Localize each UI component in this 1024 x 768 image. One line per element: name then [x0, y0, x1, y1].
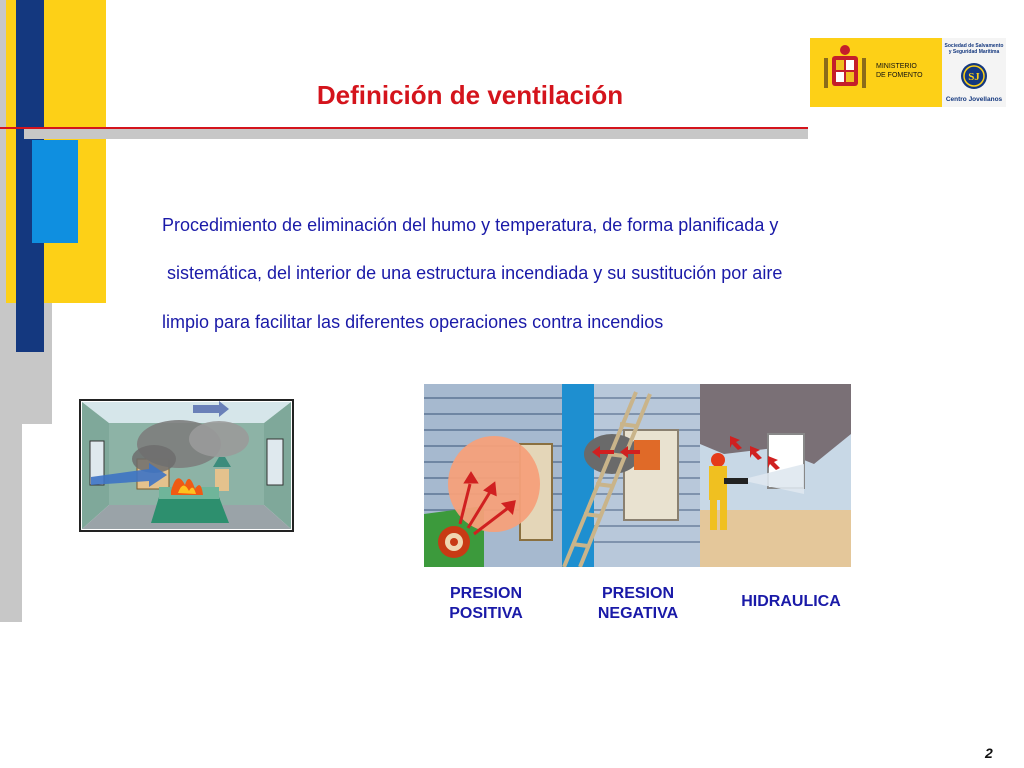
- ventilation-methods-illustration: [424, 384, 851, 567]
- label-positive-line1: PRESION: [449, 585, 522, 602]
- svg-text:Sociedad de Salvamento: Sociedad de Salvamento: [944, 43, 1004, 49]
- logo-graphic: [810, 38, 1006, 107]
- room-fire-illustration: [79, 399, 294, 532]
- label-positive-line2: POSITIVA: [449, 605, 523, 622]
- label-negative-line1: PRESION: [601, 585, 674, 602]
- organization-logo: [810, 38, 1006, 107]
- title-underline-grey: [24, 129, 808, 139]
- label-hydraulic: HIDRAULICA: [741, 593, 841, 610]
- positive-pressure-fan-icon: [438, 526, 470, 558]
- definition-line-1: Procedimiento de eliminación del humo y temperatura, de forma planificada y: [162, 215, 779, 235]
- definition-line-3: limpio para facilitar las diferentes operaciones contra incendios: [162, 312, 664, 332]
- svg-text:MINISTERIO: MINISTERIO: [876, 63, 917, 70]
- label-negative-line2: NEGATIVA: [597, 605, 679, 622]
- positive-pressure-panel: [424, 384, 562, 567]
- svg-text:SJ: SJ: [968, 71, 980, 83]
- svg-text:y Seguridad Marítima: y Seguridad Marítima: [948, 49, 1000, 55]
- slide-title: Definición de ventilación: [316, 80, 624, 110]
- definition-line-2: sistemática, del interior de una estructura incendiada y su sustitución por aire: [162, 263, 783, 283]
- hydraulic-panel: [700, 384, 851, 567]
- svg-text:Centro Jovellanos: Centro Jovellanos: [945, 96, 1003, 103]
- svg-text:DE FOMENTO: DE FOMENTO: [876, 72, 923, 79]
- page-number: 2: [985, 745, 993, 761]
- label-negative-pressure: [588, 584, 688, 624]
- negative-pressure-panel: [562, 384, 700, 567]
- label-positive-pressure: [436, 584, 536, 624]
- jovellanos-seal-icon: [961, 63, 987, 89]
- decor-strip-cyan: [32, 140, 78, 243]
